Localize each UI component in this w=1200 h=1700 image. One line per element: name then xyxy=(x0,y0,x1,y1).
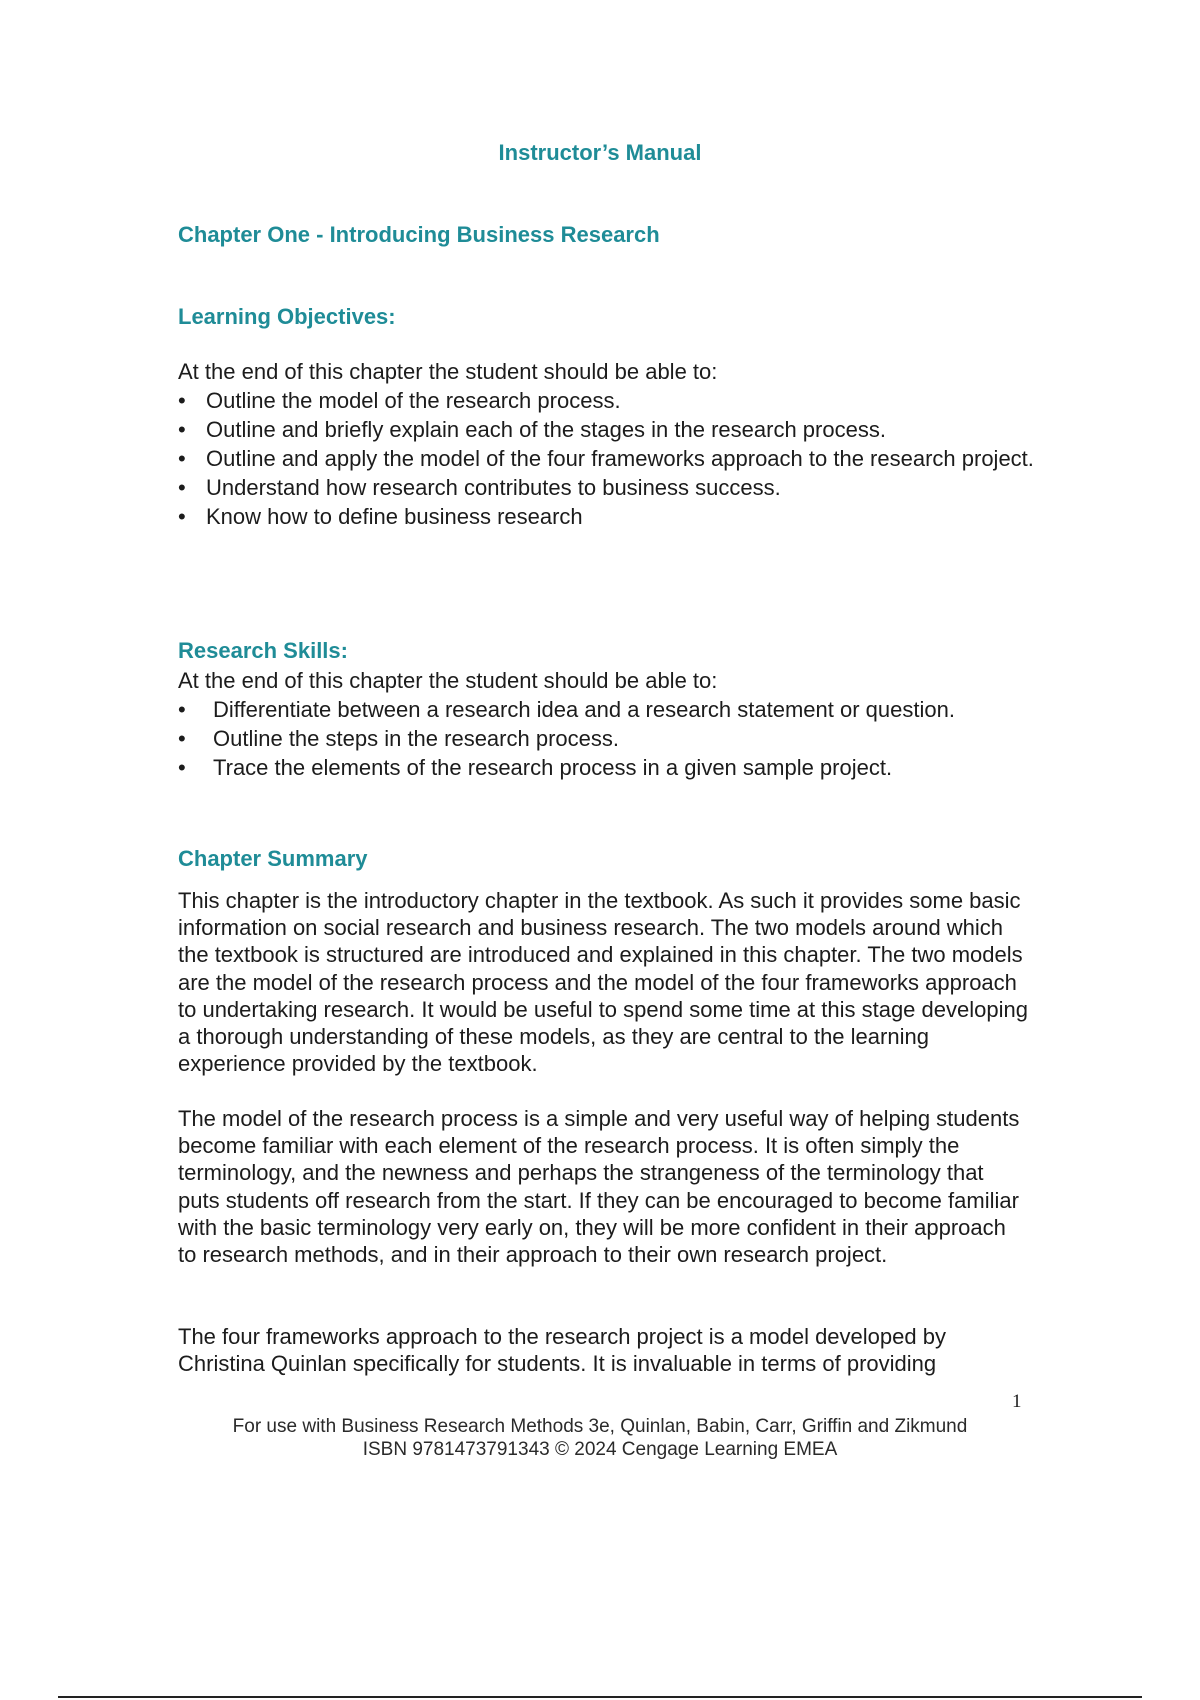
summary-paragraph: The model of the research process is a simple and very useful way of helping students become familiar with each element of the research process. It is often simply the terminology, and the newness and perhaps the strangeness of the terminology that puts students off research from the start. If they can be encouraged to become familiar with the basic terminology very early on, they will be more confident in their approach to research methods, and in their approach to their own research project. xyxy=(178,1106,1020,1268)
list-item-text: Understand how research contributes to business success. xyxy=(206,475,781,500)
learning-objectives-heading: Learning Objectives: xyxy=(178,304,396,329)
learning-objectives-intro: At the end of this chapter the student should be able to: xyxy=(178,359,718,384)
list-item-text: Outline the model of the research process. xyxy=(206,388,621,413)
bullet-icon: • xyxy=(178,504,186,529)
chapter-title: Chapter One - Introducing Business Research xyxy=(178,222,660,247)
list-item xyxy=(178,754,1038,782)
list-item xyxy=(178,416,1038,444)
bullet-icon: • xyxy=(178,755,186,780)
list-item xyxy=(178,474,1038,502)
list-item-text: Trace the elements of the research process in a given sample project. xyxy=(213,755,893,780)
bullet-icon: • xyxy=(178,475,186,500)
learning-objectives-list xyxy=(178,387,1038,532)
research-skills-list xyxy=(178,696,1038,783)
chapter-summary-heading: Chapter Summary xyxy=(178,846,368,871)
research-skills-intro: At the end of this chapter the student should be able to: xyxy=(178,668,718,693)
list-item-text: Differentiate between a research idea and a research statement or question. xyxy=(213,697,955,722)
list-item-text: Outline and apply the model of the four frameworks approach to the research project. xyxy=(206,446,1034,471)
page-bottom-divider xyxy=(58,1696,1142,1698)
bullet-icon: • xyxy=(178,726,186,751)
footer-citation: For use with Business Research Methods 3e, Quinlan, Babin, Carr, Griffin and Zikmund xyxy=(232,1416,968,1437)
summary-paragraph: The four frameworks approach to the research project is a model developed by Christina Quinlan specifically for students. It is invaluable in terms of providing xyxy=(178,1324,946,1377)
bullet-icon: • xyxy=(178,446,186,471)
summary-paragraph: This chapter is the introductory chapter in the textbook. As such it provides some basic information on social research and business research. The two models around which the textbook is structured are introduced and explained in this chapter. The two models are the model of the research process and the model of the four frameworks approach to undertaking research. It would be useful to spend some time at this stage developing a thorough understanding of these models, as they are central to the learning experience provided by the textbook. xyxy=(178,888,1028,1077)
footer-isbn: ISBN 9781473791343 © 2024 Cengage Learning EMEA xyxy=(362,1439,838,1460)
list-item xyxy=(178,445,1038,473)
manual-title: Instructor’s Manual xyxy=(498,140,702,165)
list-item-text: Outline and briefly explain each of the stages in the research process. xyxy=(206,417,886,442)
bullet-icon: • xyxy=(178,697,186,722)
list-item-text: Outline the steps in the research process. xyxy=(213,726,619,751)
bullet-icon: • xyxy=(178,388,186,413)
list-item xyxy=(178,503,1038,531)
page-footer xyxy=(0,1415,1200,1461)
list-item xyxy=(178,696,1038,724)
list-item-text: Know how to define business research xyxy=(206,504,583,529)
research-skills-heading: Research Skills: xyxy=(178,638,348,663)
list-item xyxy=(178,725,1038,753)
page-number: 1 xyxy=(1012,1391,1022,1412)
list-item xyxy=(178,387,1038,415)
bullet-icon: • xyxy=(178,417,186,442)
